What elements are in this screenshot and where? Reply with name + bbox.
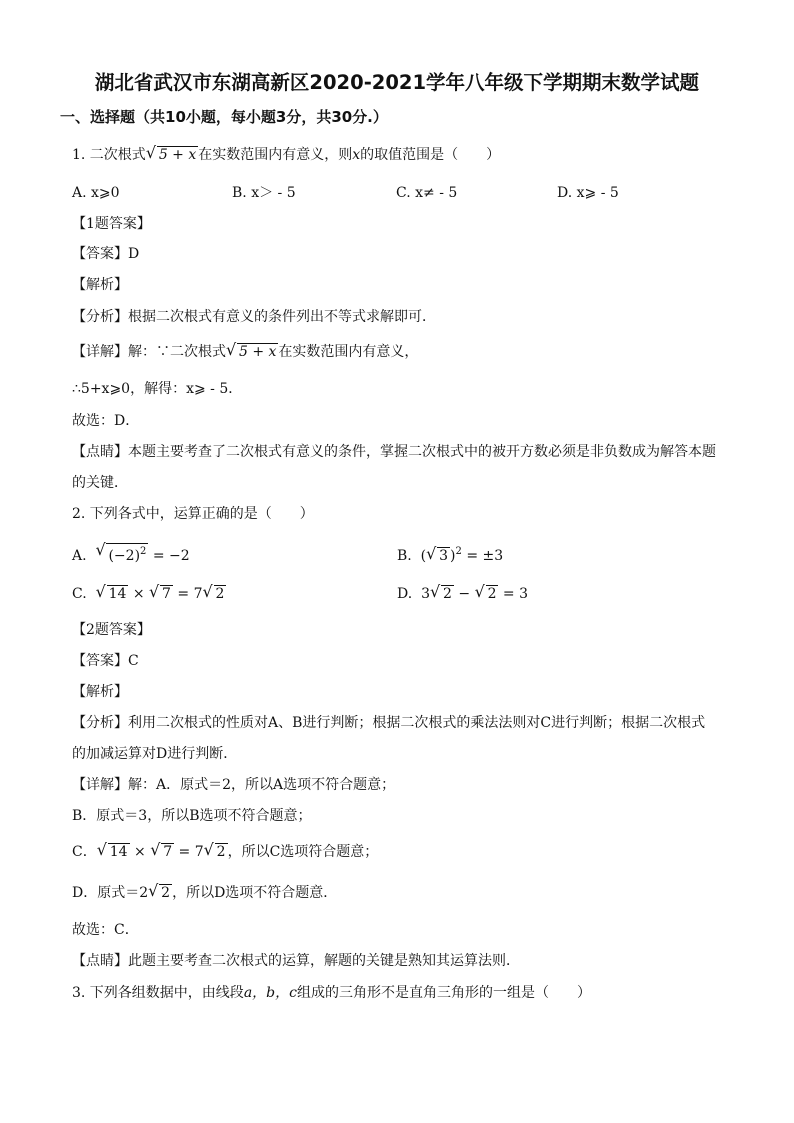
q1-xiangjie-radical: √ 5 + x <box>226 340 277 360</box>
q2-line-c-label: C． <box>72 844 97 860</box>
q1-stem-pre: 1. 二次根式 <box>72 147 146 163</box>
q1-step: ∴5+x⩾0，解得：x⩾ - 5． <box>72 381 243 397</box>
q1-stem-mid: 在实数范围内有意义，则 <box>198 147 353 163</box>
q2-line-c-radicand-3: 2 <box>216 844 226 860</box>
q2-option-d: D. 3 √ 2 − √ 2 = 3 <box>397 582 529 602</box>
q2-line-c-radicand-1: 14 <box>109 844 128 860</box>
question-1-stem <box>72 143 501 164</box>
q2-c-label: C. <box>72 586 87 602</box>
q2-xiangjie: 【详解】解：A．原式＝2，所以A选项不符合题意； <box>72 777 396 793</box>
q1-option-a: A. x⩾0 <box>72 185 120 201</box>
q3-stem-pre: 3. 下列各组数据中，由线段 <box>72 985 244 1001</box>
q3-stem-post: 组成的三角形不是直角三角形的一组是（ ） <box>296 985 591 1001</box>
q2-d-label: D. <box>397 586 413 602</box>
q2-line-d-radicand: 2 <box>161 885 171 901</box>
q1-choose: 故选：D． <box>72 413 140 429</box>
q2-line-d-post: ，所以D选项不符合题意． <box>172 885 338 901</box>
q1-stem-post: 的取值范围是（ ） <box>360 147 501 163</box>
q1-answer: 【答案】D <box>72 246 140 262</box>
q2-line-c-radicand-2: 7 <box>163 844 173 860</box>
q2-d-tail: = 3 <box>498 586 529 602</box>
q1-option-d: D. x⩾ - 5 <box>557 185 619 201</box>
q1-dianjing-line2: 的关键． <box>72 475 128 491</box>
q2-d-radicand-2: 2 <box>487 586 497 602</box>
q2-d-radicand-1: 2 <box>443 586 452 602</box>
q2-a-radicand: (−2) <box>108 548 141 564</box>
section-heading: 一、选择题（共10小题，每小题3分，共30分.） <box>60 108 388 126</box>
q2-fenxi-line1: 【分析】利用二次根式的性质对A、B进行判断；根据二次根式的乘法法则对C进行判断；根据二次根式 <box>72 715 706 731</box>
q2-line-b: B．原式＝3，所以B选项不符合题意； <box>72 808 312 824</box>
q1-radicand: 5 + x <box>158 147 197 163</box>
q1-answer-tag: 【1题答案】 <box>72 216 151 232</box>
q2-a-label: A. <box>72 548 87 564</box>
q1-xiangjie-radicand: 5 + x <box>239 344 277 360</box>
q2-a-tail: = −2 <box>148 548 190 564</box>
q2-line-c: C． √ 14 × √ 7 = 7 √ 2 ，所以C选项符合题意； <box>72 840 379 860</box>
q2-b-radical: √ 3 <box>426 544 449 564</box>
q2-fenxi-line2: 的加减运算对D进行判断． <box>72 746 238 762</box>
q2-b-label: B. <box>397 548 412 564</box>
question-2-stem: 2. 下列各式中，运算正确的是（ ） <box>72 506 314 522</box>
q2-line-d-pre: D．原式＝ <box>72 885 140 901</box>
q1-analysis-label: 【解析】 <box>72 277 128 293</box>
q2-c-radicand-3: 2 <box>215 586 225 602</box>
q2-a-radical: √ $(-2)^2$ <box>95 540 147 564</box>
q2-b-tail: = ±3 <box>461 548 504 564</box>
q1-xiangjie <box>72 340 419 361</box>
q2-option-b: B. ( √ 3 )$^2$ = ±3 <box>397 544 504 564</box>
q2-b-radicand: 3 <box>439 548 449 564</box>
q1-dianjing-line1: 【点睛】本题主要考查了二次根式有意义的条件，掌握二次根式中的被开方数必须是非负数成为解答本题 <box>72 444 716 460</box>
q1-fenxi: 【分析】根据二次根式有意义的条件列出不等式求解即可． <box>72 309 436 325</box>
q3-stem-vars: a，b，c <box>243 985 297 1001</box>
q2-c-radicand-2: 7 <box>162 586 171 602</box>
page-title: 湖北省武汉市东湖高新区2020-2021学年八年级下学期期末数学试题 <box>94 71 700 94</box>
q1-option-c: C. x≠ - 5 <box>396 185 458 201</box>
q2-c-radicand-1: 14 <box>108 586 127 602</box>
q2-choose: 故选：C． <box>72 922 139 938</box>
q1-xiangjie-post: 在实数范围内有意义， <box>278 344 419 360</box>
q2-analysis-label: 【解析】 <box>72 684 128 700</box>
q2-option-c: C. √ 14 × √ 7 = 7 √ 2 <box>72 582 225 602</box>
q1-xiangjie-pre: 【详解】解：∵二次根式 <box>72 344 226 360</box>
q2-line-c-post: ，所以C选项符合题意； <box>227 844 379 860</box>
question-3-stem <box>72 984 591 1002</box>
q2-answer: 【答案】C <box>72 653 139 669</box>
q2-option-a <box>72 540 190 565</box>
q2-line-d: D．原式＝2 √ 2 ，所以D选项不符合题意． <box>72 881 338 901</box>
q2-dianjing: 【点睛】此题主要考查二次根式的运算，解题的关键是熟知其运算法则． <box>72 953 520 969</box>
q2-answer-tag: 【2题答案】 <box>72 622 151 638</box>
q1-stem-var: x <box>352 147 361 163</box>
q1-radical: √ 5 + x <box>145 143 197 163</box>
q1-option-b: B. x＞ - 5 <box>232 185 296 201</box>
